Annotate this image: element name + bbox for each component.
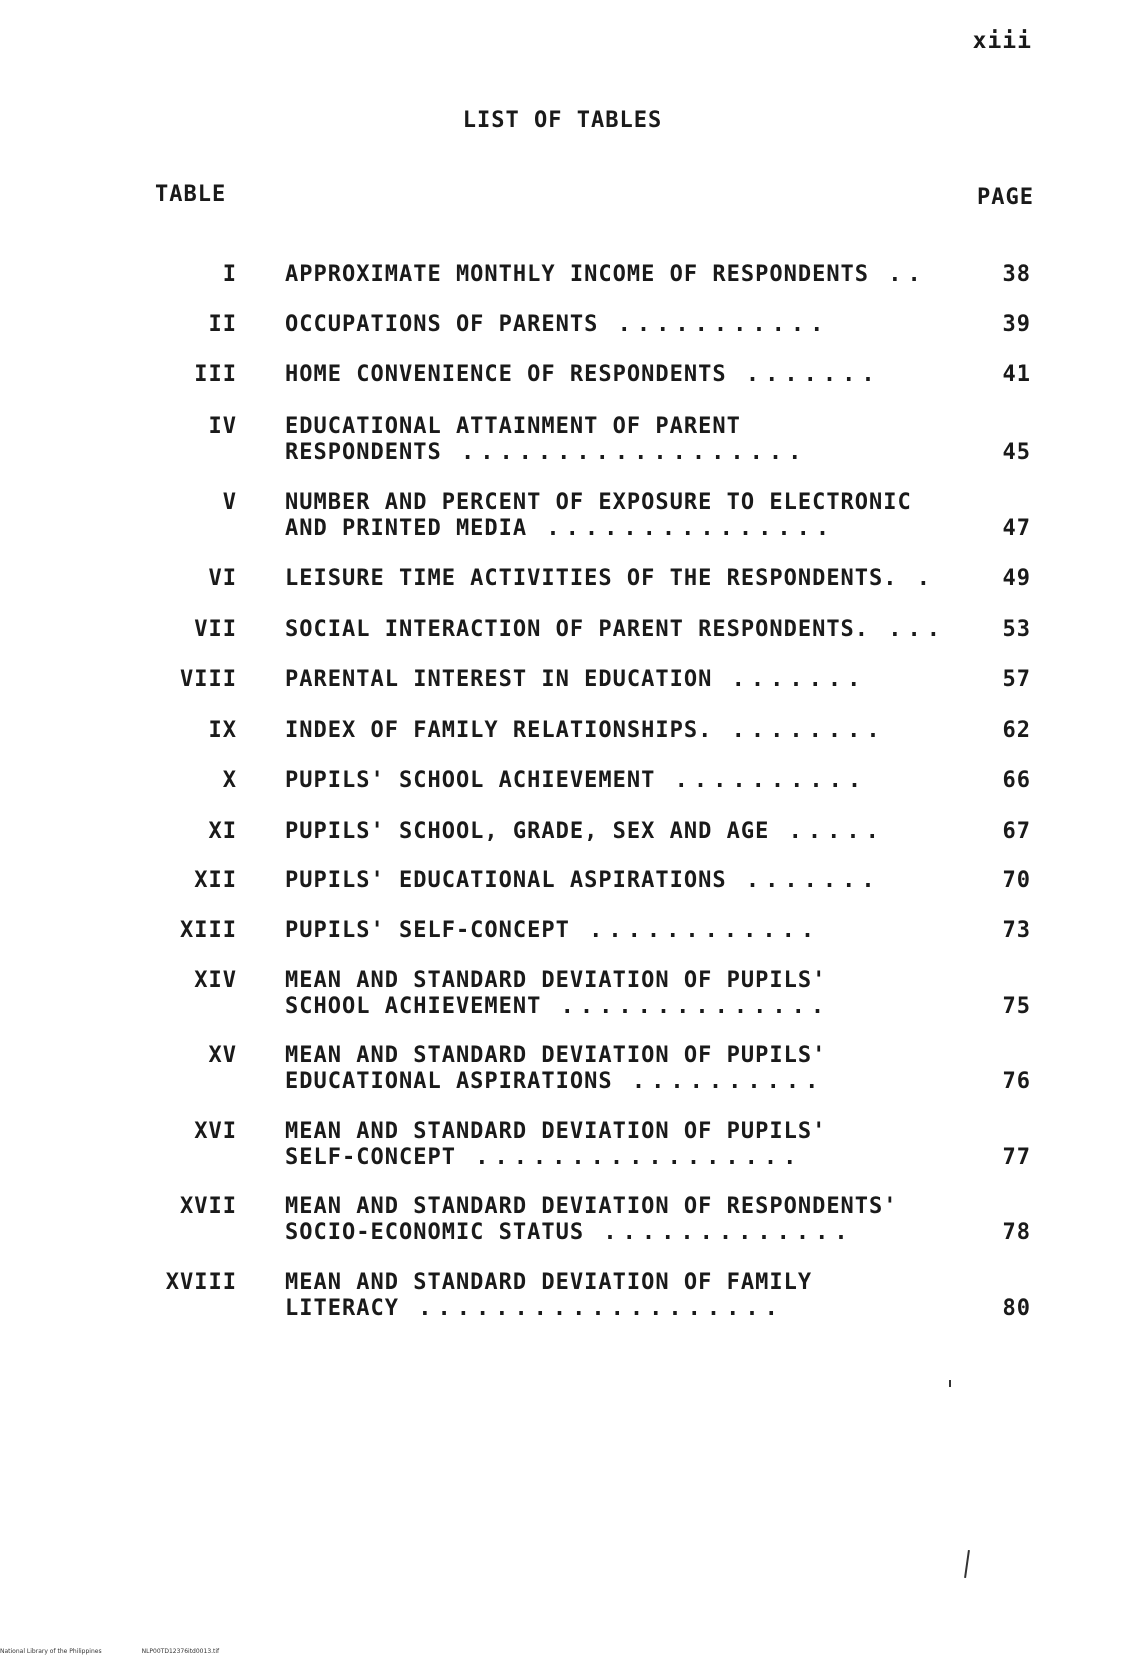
dot-leader: ................... [398, 1296, 784, 1321]
table-title [285, 918, 985, 944]
table-numeral: XVII [180, 1194, 237, 1219]
table-numeral: IX [208, 718, 237, 743]
table-title-text: MEAN AND STANDARD DEVIATION OF RESPONDENTS' [285, 1194, 898, 1219]
table-numeral: XI [208, 819, 237, 844]
table-title-text: MEAN AND STANDARD DEVIATION OF PUPILS' [285, 1043, 827, 1068]
table-title [285, 1043, 985, 1095]
dot-leader: ....... [726, 868, 881, 893]
table-title-text: INDEX OF FAMILY RELATIONSHIPS. [285, 718, 713, 743]
dot-leader: .............. [541, 994, 831, 1019]
table-title-line [285, 1194, 985, 1220]
dot-leader: ... [869, 617, 947, 642]
table-title [285, 312, 985, 338]
table-title-text: PUPILS' SELF-CONCEPT [285, 918, 570, 943]
scan-footer [0, 1648, 219, 1655]
table-title [285, 362, 985, 388]
table-title-text: SOCIAL INTERACTION OF PARENT RESPONDENTS. [285, 617, 870, 642]
table-numeral: XVIII [165, 1270, 237, 1295]
table-title-line [285, 566, 985, 592]
dot-leader: ............ [569, 918, 821, 943]
table-title-line [285, 312, 985, 338]
table-numeral: XV [208, 1043, 237, 1068]
dot-leader: . [897, 566, 937, 591]
table-title-text: SOCIO-ECONOMIC STATUS [285, 1220, 585, 1245]
column-header-table: TABLE [155, 182, 227, 207]
table-title-line [285, 440, 985, 466]
table-title-text: MEAN AND STANDARD DEVIATION OF PUPILS' [285, 1119, 827, 1144]
table-page-number: 45 [1002, 440, 1031, 465]
table-title-text: MEAN AND STANDARD DEVIATION OF PUPILS' [285, 968, 827, 993]
table-numeral: XVI [194, 1119, 237, 1144]
table-numeral: IV [208, 414, 237, 439]
table-title-line [285, 1043, 985, 1069]
dot-leader: ........ [712, 718, 886, 743]
table-title-text: EDUCATIONAL ATTAINMENT OF PARENT [285, 414, 741, 439]
table-title-line [285, 1069, 985, 1095]
table-title [285, 768, 985, 794]
table-title-text: PUPILS' EDUCATIONAL ASPIRATIONS [285, 868, 727, 893]
table-title-line [285, 667, 985, 693]
table-page-number: 76 [1002, 1069, 1031, 1094]
table-numeral: XIII [180, 918, 237, 943]
table-title-text: PUPILS' SCHOOL ACHIEVEMENT [285, 768, 656, 793]
table-numeral: III [194, 362, 237, 387]
table-title-line [285, 994, 985, 1020]
table-title-line [285, 868, 985, 894]
table-title-text: MEAN AND STANDARD DEVIATION OF FAMILY [285, 1270, 813, 1295]
table-page-number: 38 [1002, 262, 1031, 287]
table-title [285, 667, 985, 693]
table-title-text: APPROXIMATE MONTHLY INCOME OF RESPONDENTS [285, 262, 870, 287]
table-title-text: PARENTAL INTEREST IN EDUCATION [285, 667, 713, 692]
table-numeral: VI [208, 566, 237, 591]
dot-leader: ............... [527, 516, 836, 541]
table-title-line [285, 414, 985, 440]
table-title-text: EDUCATIONAL ASPIRATIONS [285, 1069, 613, 1094]
footer-source: National Library of the Philippines [0, 1648, 102, 1655]
table-title-line [285, 1145, 985, 1171]
scan-speck [949, 1380, 951, 1387]
table-title-line [285, 1220, 985, 1246]
table-page-number: 53 [1002, 617, 1031, 642]
table-page-number: 57 [1002, 667, 1031, 692]
table-page-number: 70 [1002, 868, 1031, 893]
table-title-line [285, 490, 985, 516]
page-number: xiii [972, 28, 1032, 54]
table-title-line [285, 1296, 985, 1322]
table-title [285, 718, 985, 744]
dot-leader: ..... [769, 819, 885, 844]
table-numeral: II [208, 312, 237, 337]
dot-leader: .. [869, 262, 927, 287]
table-page-number: 78 [1002, 1220, 1031, 1245]
dot-leader: .................. [441, 440, 808, 465]
table-title [285, 566, 985, 592]
table-page-number: 77 [1002, 1145, 1031, 1170]
table-page-number: 62 [1002, 718, 1031, 743]
table-page-number: 67 [1002, 819, 1031, 844]
table-title [285, 617, 985, 643]
table-title [285, 968, 985, 1020]
table-title [285, 868, 985, 894]
table-page-number: 66 [1002, 768, 1031, 793]
table-title [285, 1119, 985, 1171]
table-title [285, 414, 985, 466]
table-numeral: X [222, 768, 237, 793]
table-numeral: VIII [180, 667, 237, 692]
table-title [285, 1194, 985, 1246]
table-title-line [285, 1119, 985, 1145]
table-title-line [285, 718, 985, 744]
dot-leader: .......... [612, 1069, 825, 1094]
table-numeral: I [222, 262, 237, 287]
table-title-line [285, 768, 985, 794]
dot-leader: ....... [726, 362, 881, 387]
table-numeral: VII [194, 617, 237, 642]
table-title-text: SCHOOL ACHIEVEMENT [285, 994, 542, 1019]
table-title [285, 490, 985, 542]
table-title-line [285, 262, 985, 288]
table-page-number: 80 [1002, 1296, 1031, 1321]
table-title-text: NUMBER AND PERCENT OF EXPOSURE TO ELECTRONIC [285, 490, 912, 515]
table-page-number: 75 [1002, 994, 1031, 1019]
table-title-line [285, 362, 985, 388]
table-title-text: SELF-CONCEPT [285, 1145, 456, 1170]
table-title [285, 819, 985, 845]
scan-mark [964, 1550, 970, 1578]
dot-leader: ............. [584, 1220, 854, 1245]
dot-leader: ....... [712, 667, 867, 692]
table-title [285, 262, 985, 288]
table-numeral: XIV [194, 968, 237, 993]
table-title-line [285, 918, 985, 944]
table-title-line [285, 1270, 985, 1296]
table-title-text: HOME CONVENIENCE OF RESPONDENTS [285, 362, 727, 387]
table-title-text: LITERACY [285, 1296, 399, 1321]
table-title-text: OCCUPATIONS OF PARENTS [285, 312, 599, 337]
table-page-number: 47 [1002, 516, 1031, 541]
table-title-text: RESPONDENTS [285, 440, 442, 465]
table-numeral: V [222, 490, 237, 515]
table-numeral: XII [194, 868, 237, 893]
table-title-text: LEISURE TIME ACTIVITIES OF THE RESPONDENTS. [285, 566, 898, 591]
table-title-line [285, 819, 985, 845]
footer-filename: NLP00TD12376itd0013.tif [141, 1648, 220, 1655]
dot-leader: ........... [598, 312, 830, 337]
dot-leader: .......... [655, 768, 868, 793]
table-title-text: PUPILS' SCHOOL, GRADE, SEX AND AGE [285, 819, 770, 844]
table-title [285, 1270, 985, 1322]
table-title-line [285, 617, 985, 643]
column-header-page: PAGE [977, 185, 1034, 210]
page-title: LIST OF TABLES [462, 108, 663, 133]
table-title-text: AND PRINTED MEDIA [285, 516, 528, 541]
table-page-number: 39 [1002, 312, 1031, 337]
table-page-number: 41 [1002, 362, 1031, 387]
dot-leader: ................. [455, 1145, 803, 1170]
table-page-number: 49 [1002, 566, 1031, 591]
table-page-number: 73 [1002, 918, 1031, 943]
table-title-line [285, 516, 985, 542]
table-title-line [285, 968, 985, 994]
